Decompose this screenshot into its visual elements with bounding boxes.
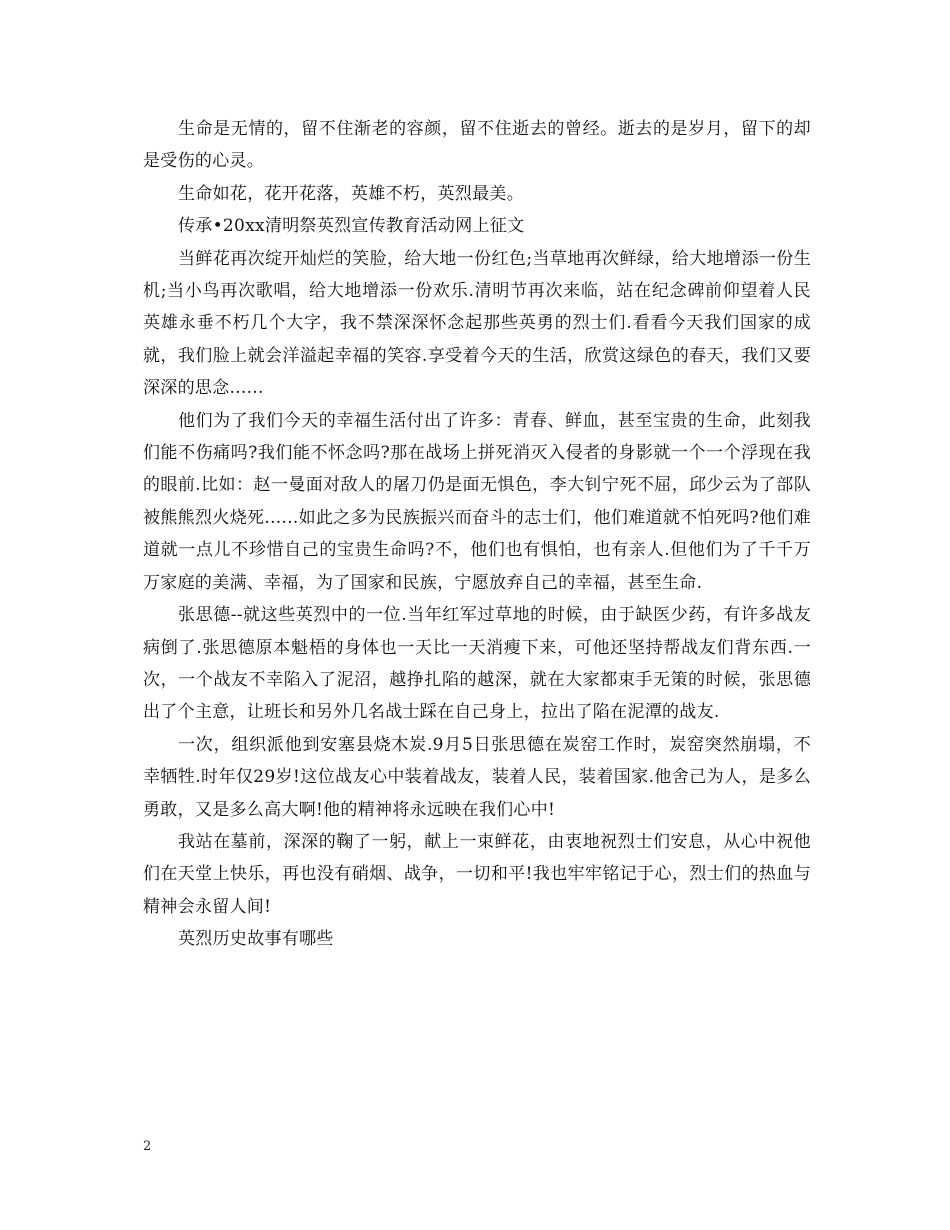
- paragraph-9-heading: 英烈历史故事有哪些: [178, 929, 334, 950]
- paragraph-2: 生命如花，花开花落，英雄不朽，英烈最美。: [178, 183, 524, 204]
- paragraph-3-heading: 传承•20xx清明祭英烈宣传教育活动网上征文: [178, 216, 525, 237]
- paragraph-5: 他们为了我们今天的幸福生活付出了许多：青春、鲜血，甚至宝贵的生命，此刻我们能不伤痛吗?我们能不怀念吗?那在战场上拼死消灭入侵者的身影就一个一个浮现在我的眼前.比如：赵一曼面对敌人的屠刀仍是面无惧色，李大钊宁死不屈，邱少云为了部队被熊熊烈火烧死......如此之多为民族振兴而奋斗的志士们，他们难道就不怕死吗?他们难道就一点儿不珍惜自己的宝贵生命吗?不，他们也有惧怕，也有亲人.但他们为了千千万万家庭的美满、幸福，为了国家和民族，宁愿放弃自己的幸福，甚至生命.: [143, 410, 811, 593]
- page-number: 2: [143, 1139, 152, 1154]
- paragraph-6: 张思德--就这些英烈中的一位.当年红军过草地的时候，由于缺医少药，有许多战友病倒了.张思德原本魁梧的身体也一天比一天消瘦下来，可他还坚持帮战友们背东西.一次，一个战友不幸陷入了泥沼，越挣扎陷的越深，就在大家都束手无策的时候，张思德出了个主意，让班长和另外几名战士踩在自己身上，拉出了陷在泥潭的战友.: [143, 605, 811, 723]
- paragraph-7: 一次，组织派他到安塞县烧木炭.9月5日张思德在炭窑工作时，炭窑突然崩塌，不幸牺牲.时年仅29岁!这位战友心中装着战友，装着人民，装着国家.他舍己为人，是多么勇敢，又是多么高大啊!他的精神将永远映在我们心中!: [143, 734, 811, 820]
- paragraph-4: 当鲜花再次绽开灿烂的笑脸，给大地一份红色;当草地再次鲜绿，给大地增添一份生机;当小鸟再次歌唱，给大地增添一份欢乐.清明节再次来临，站在纪念碑前仰望着人民英雄永垂不朽几个大字，我不禁深深怀念起那些英勇的烈士们.看看今天我们国家的成就，我们脸上就会洋溢起幸福的笑容.享受着今天的生活，欣赏这绿色的春天，我们又要深深的思念......: [143, 248, 811, 399]
- paragraph-1: 生命是无情的，留不住渐老的容颜，留不住逝去的曾经。逝去的是岁月，留下的却是受伤的心灵。: [143, 119, 811, 172]
- paragraph-8: 我站在墓前，深深的鞠了一躬，献上一束鲜花，由衷地祝烈士们安息，从心中祝他们在天堂上快乐，再也没有硝烟、战争，一切和平!我也牢牢铭记于心，烈士们的热血与精神会永留人间!: [143, 831, 811, 917]
- document-body: [143, 113, 811, 956]
